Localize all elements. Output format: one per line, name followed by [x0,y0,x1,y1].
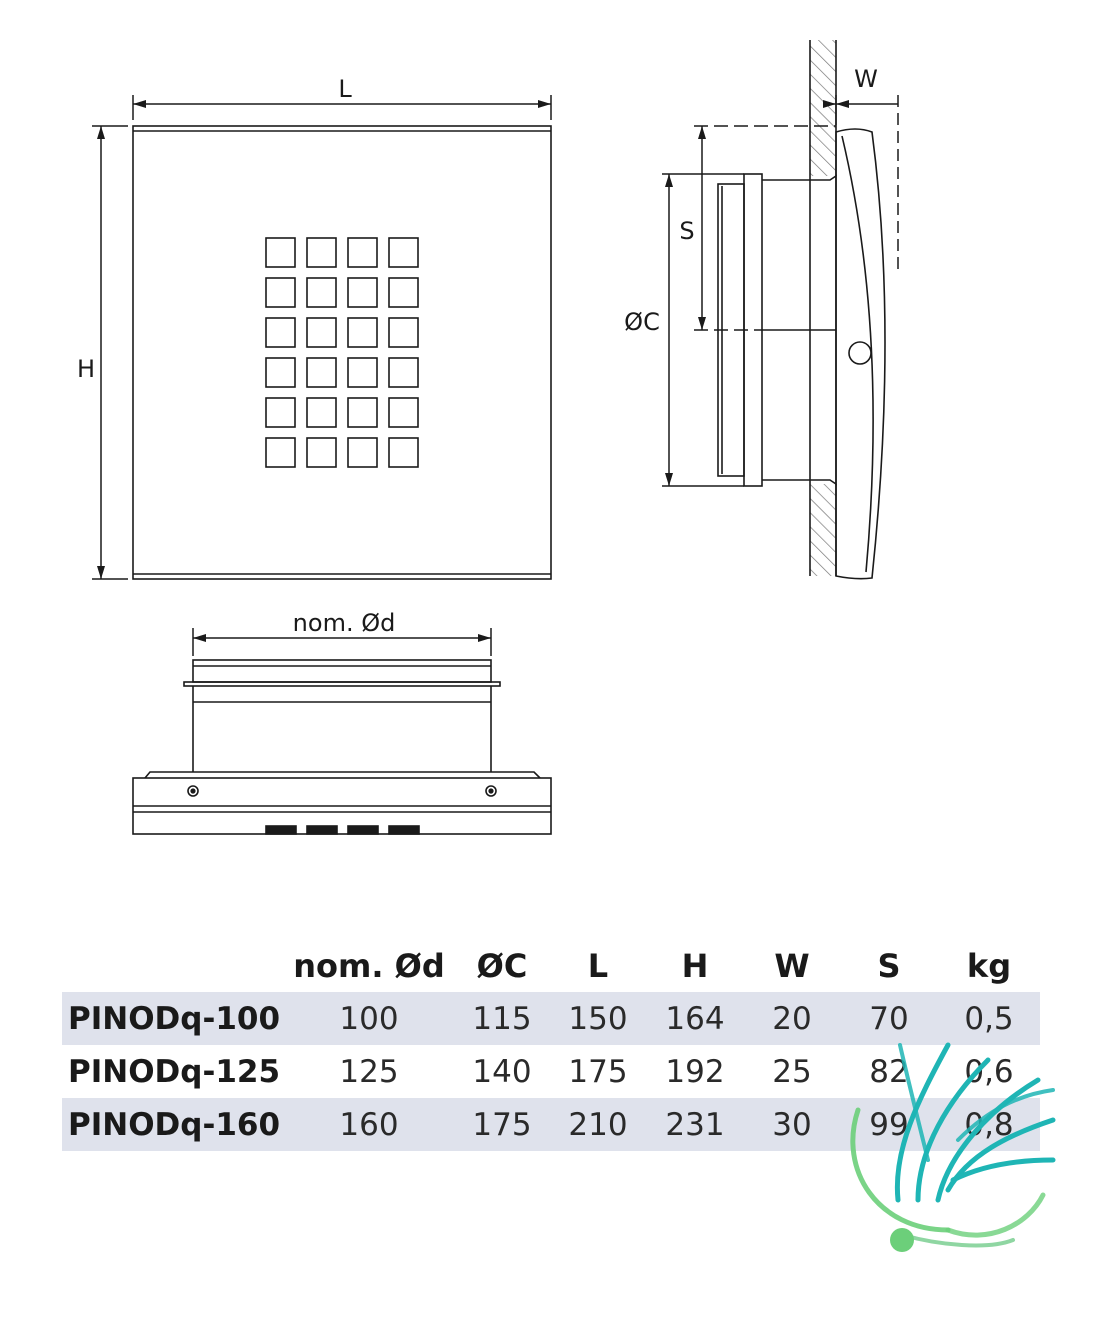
dimension-c-label: ØC [624,308,660,336]
grille-opening [348,398,377,427]
grille-opening [348,318,377,347]
grille-opening [266,278,295,307]
cell-d: 125 [339,1053,399,1090]
grille-opening [348,438,377,467]
table-header-row [62,940,1040,992]
grille-opening [348,278,377,307]
grille-opening [389,358,418,387]
model-cell: PINODq-125 [68,1053,281,1090]
grille-opening [389,318,418,347]
grille-opening [307,438,336,467]
grille-opening [266,398,295,427]
header-nominal-diameter: nom. Ød [293,947,445,985]
cell-s: 70 [840,992,938,1045]
header-height: H [681,947,709,985]
cell-w: 25 [772,1053,812,1090]
grille-opening [348,358,377,387]
cell-w: 20 [744,992,840,1045]
grille-opening [389,398,418,427]
model-cell: PINODq-160 [62,1098,284,1151]
model-cell: PINODq-100 [62,992,284,1045]
cell-c: 115 [454,992,550,1045]
grille-opening [266,358,295,387]
cell-d: 100 [284,992,454,1045]
cell-c: 175 [454,1098,550,1151]
grille-opening [389,438,418,467]
grille-opening [389,238,418,267]
cell-c: 140 [472,1053,532,1090]
dimension-w-label: W [854,65,878,93]
cell-l: 210 [550,1098,646,1151]
cell-h: 231 [646,1098,744,1151]
side-view [718,40,885,579]
dimension-s-label: S [679,217,695,245]
cell-w: 30 [744,1098,840,1151]
table-row [62,992,1040,1045]
wall-hatch-bottom [810,484,836,576]
grille-opening [389,278,418,307]
header-weight: kg [966,947,1012,985]
dimension-l-label: L [338,75,352,103]
front-grille [266,238,418,467]
header-offset: S [877,947,901,985]
bottom-view [133,660,551,834]
cell-l: 150 [550,992,646,1045]
grille-opening [266,238,295,267]
grille-opening [307,398,336,427]
dimension-h [92,126,128,579]
header-model [62,940,284,992]
fan-cover [836,129,885,579]
grille-opening [307,358,336,387]
dimension-d-label: nom. Ød [292,609,396,637]
grille-opening [266,318,295,347]
cell-l: 175 [568,1053,628,1090]
header-length: L [587,947,609,985]
indicator-circle [849,342,871,364]
cell-h: 164 [646,992,744,1045]
header-outer-diameter: ØC [476,947,528,985]
dimension-h-label: H [76,355,96,383]
cell-d: 160 [284,1098,454,1151]
grille-opening [307,238,336,267]
wall-hatch-top [810,40,836,176]
cell-s: 82 [869,1053,909,1090]
front-panel-outline [133,126,551,579]
grille-opening [266,438,295,467]
cell-s: 99 [840,1098,938,1151]
grille-opening [307,318,336,347]
cell-kg: 0,8 [938,1098,1040,1151]
grille-opening [307,278,336,307]
cell-h: 192 [665,1053,725,1090]
cell-kg: 0,6 [964,1053,1014,1090]
front-view [133,126,551,579]
grille-opening [348,238,377,267]
swirl-logo-icon [838,1040,1058,1260]
cell-kg: 0,5 [938,992,1040,1045]
header-width: W [774,947,810,985]
